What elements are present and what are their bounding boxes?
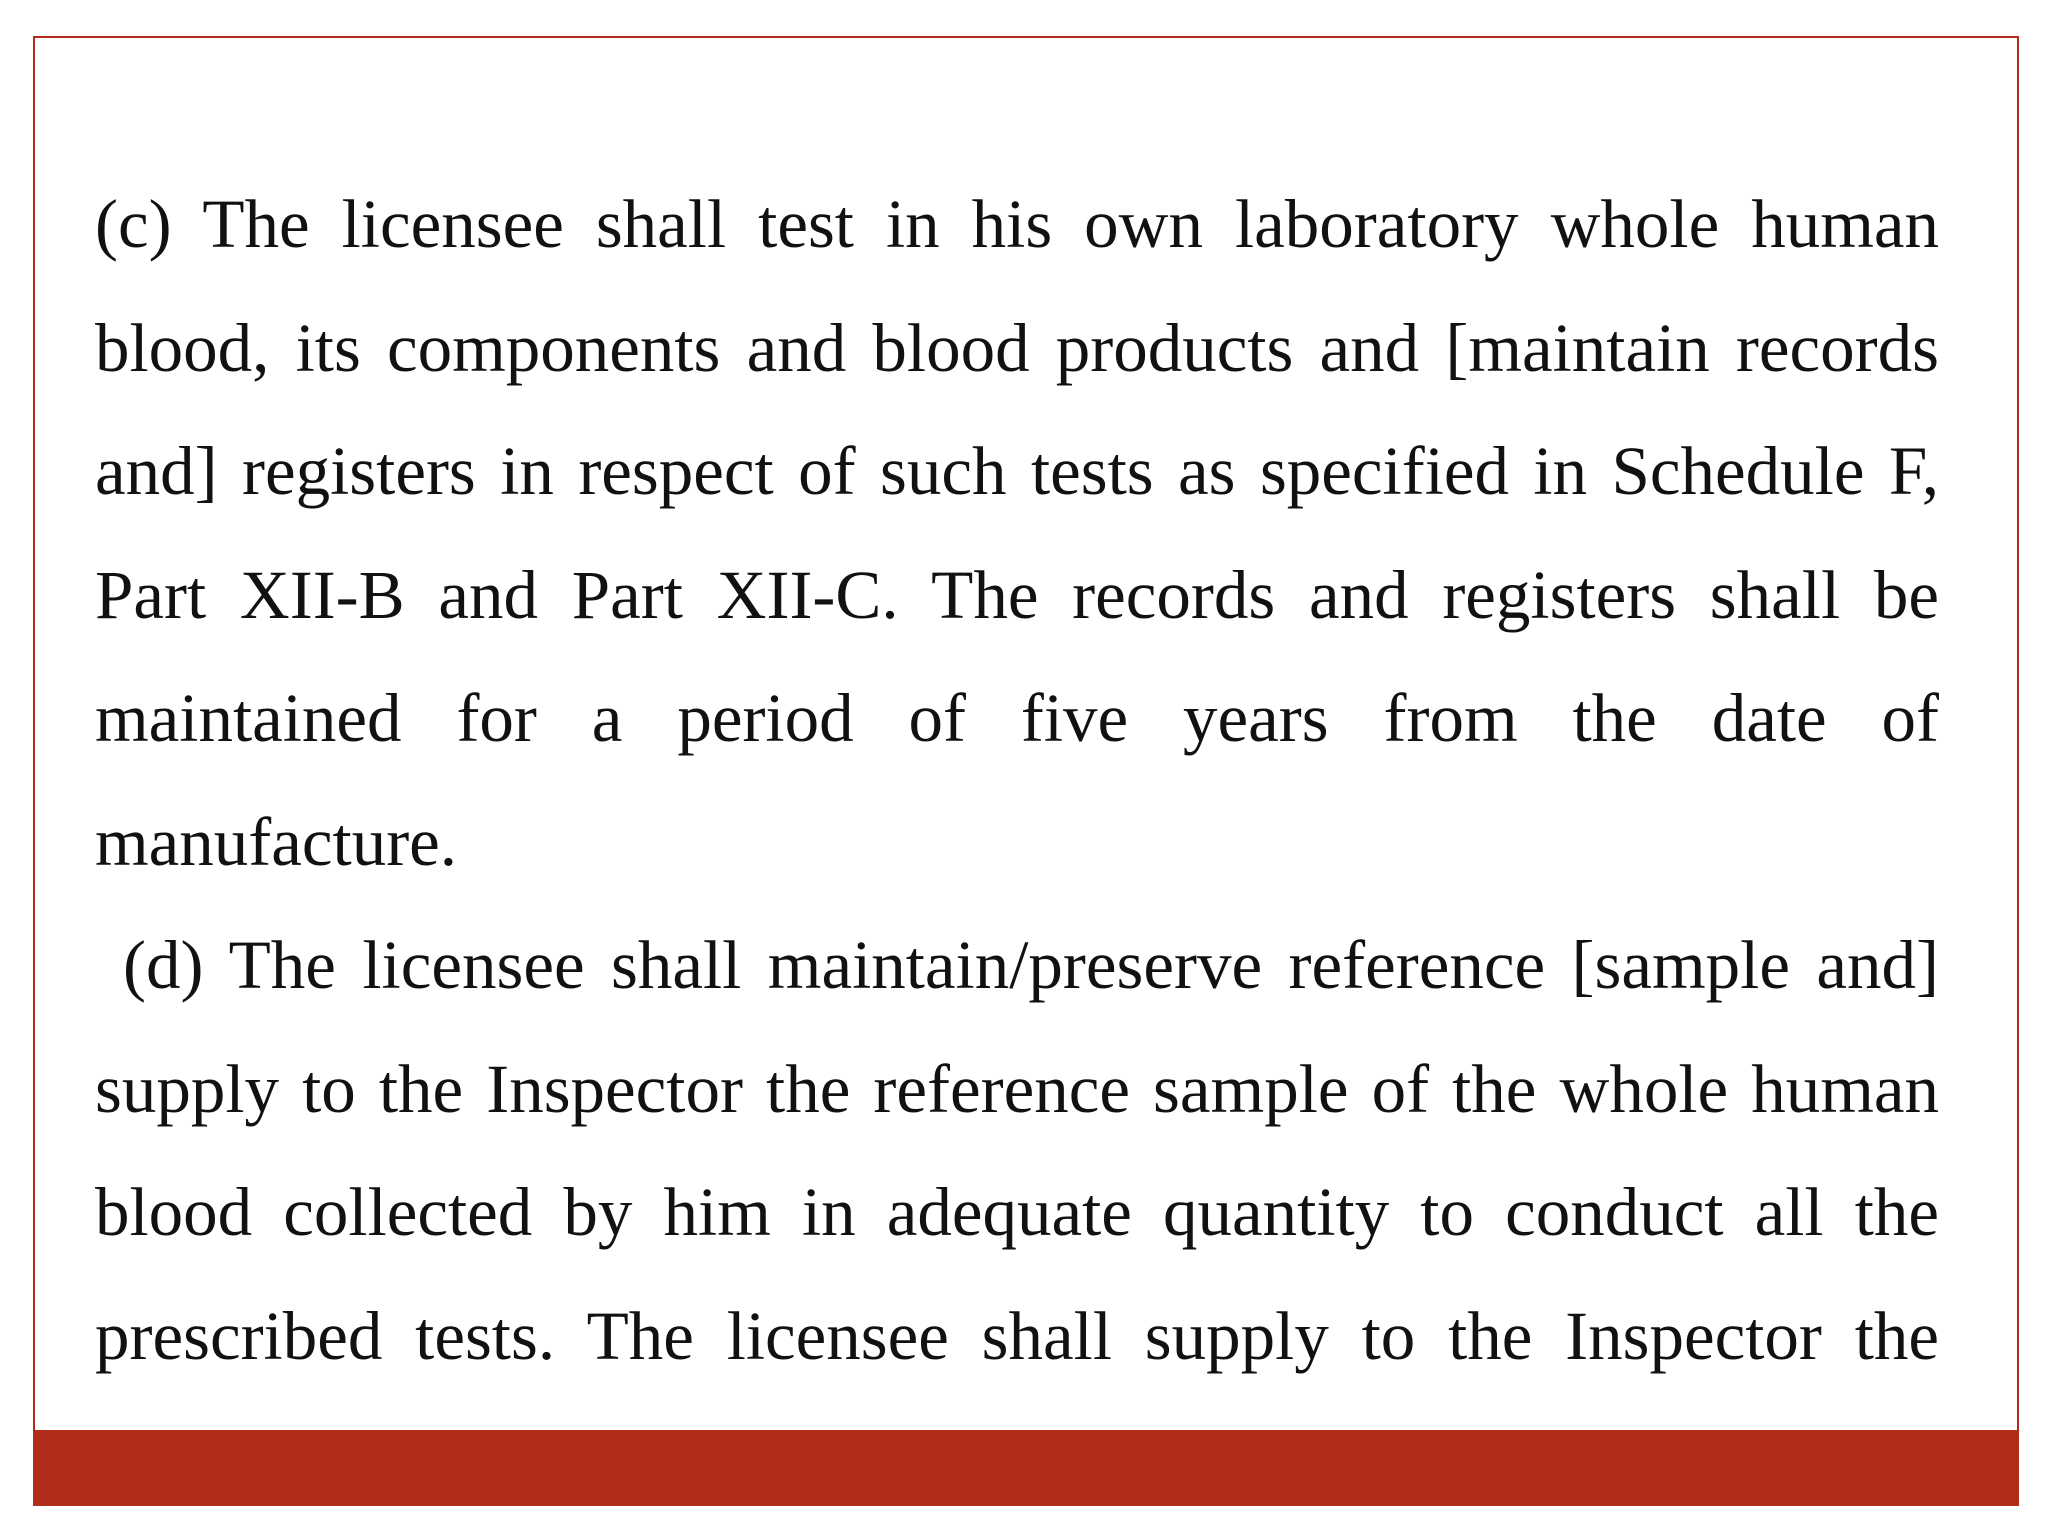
slide-frame [33,36,2019,1506]
paragraph-c: (c) The licensee shall test in his own laboratory whole human blood, its components and blood products and [maintain records and] registers in respect of such tests as specified in Schedule F, Part XII-B and Part XII-C. The records and registers shall be maintained for a period of five years from the date of manufacture. [95,186,1939,880]
footer-accent-bar [35,1430,2017,1504]
slide-body [95,163,1939,1522]
paragraph-d: (d) The licensee shall maintain/preserve reference [sample and] supply to the Inspector the reference sample of the whole human blood collected by him in adequate quantity to conduct all the prescribed tests. The licensee shall supply to the Inspector the [95,927,1939,1374]
